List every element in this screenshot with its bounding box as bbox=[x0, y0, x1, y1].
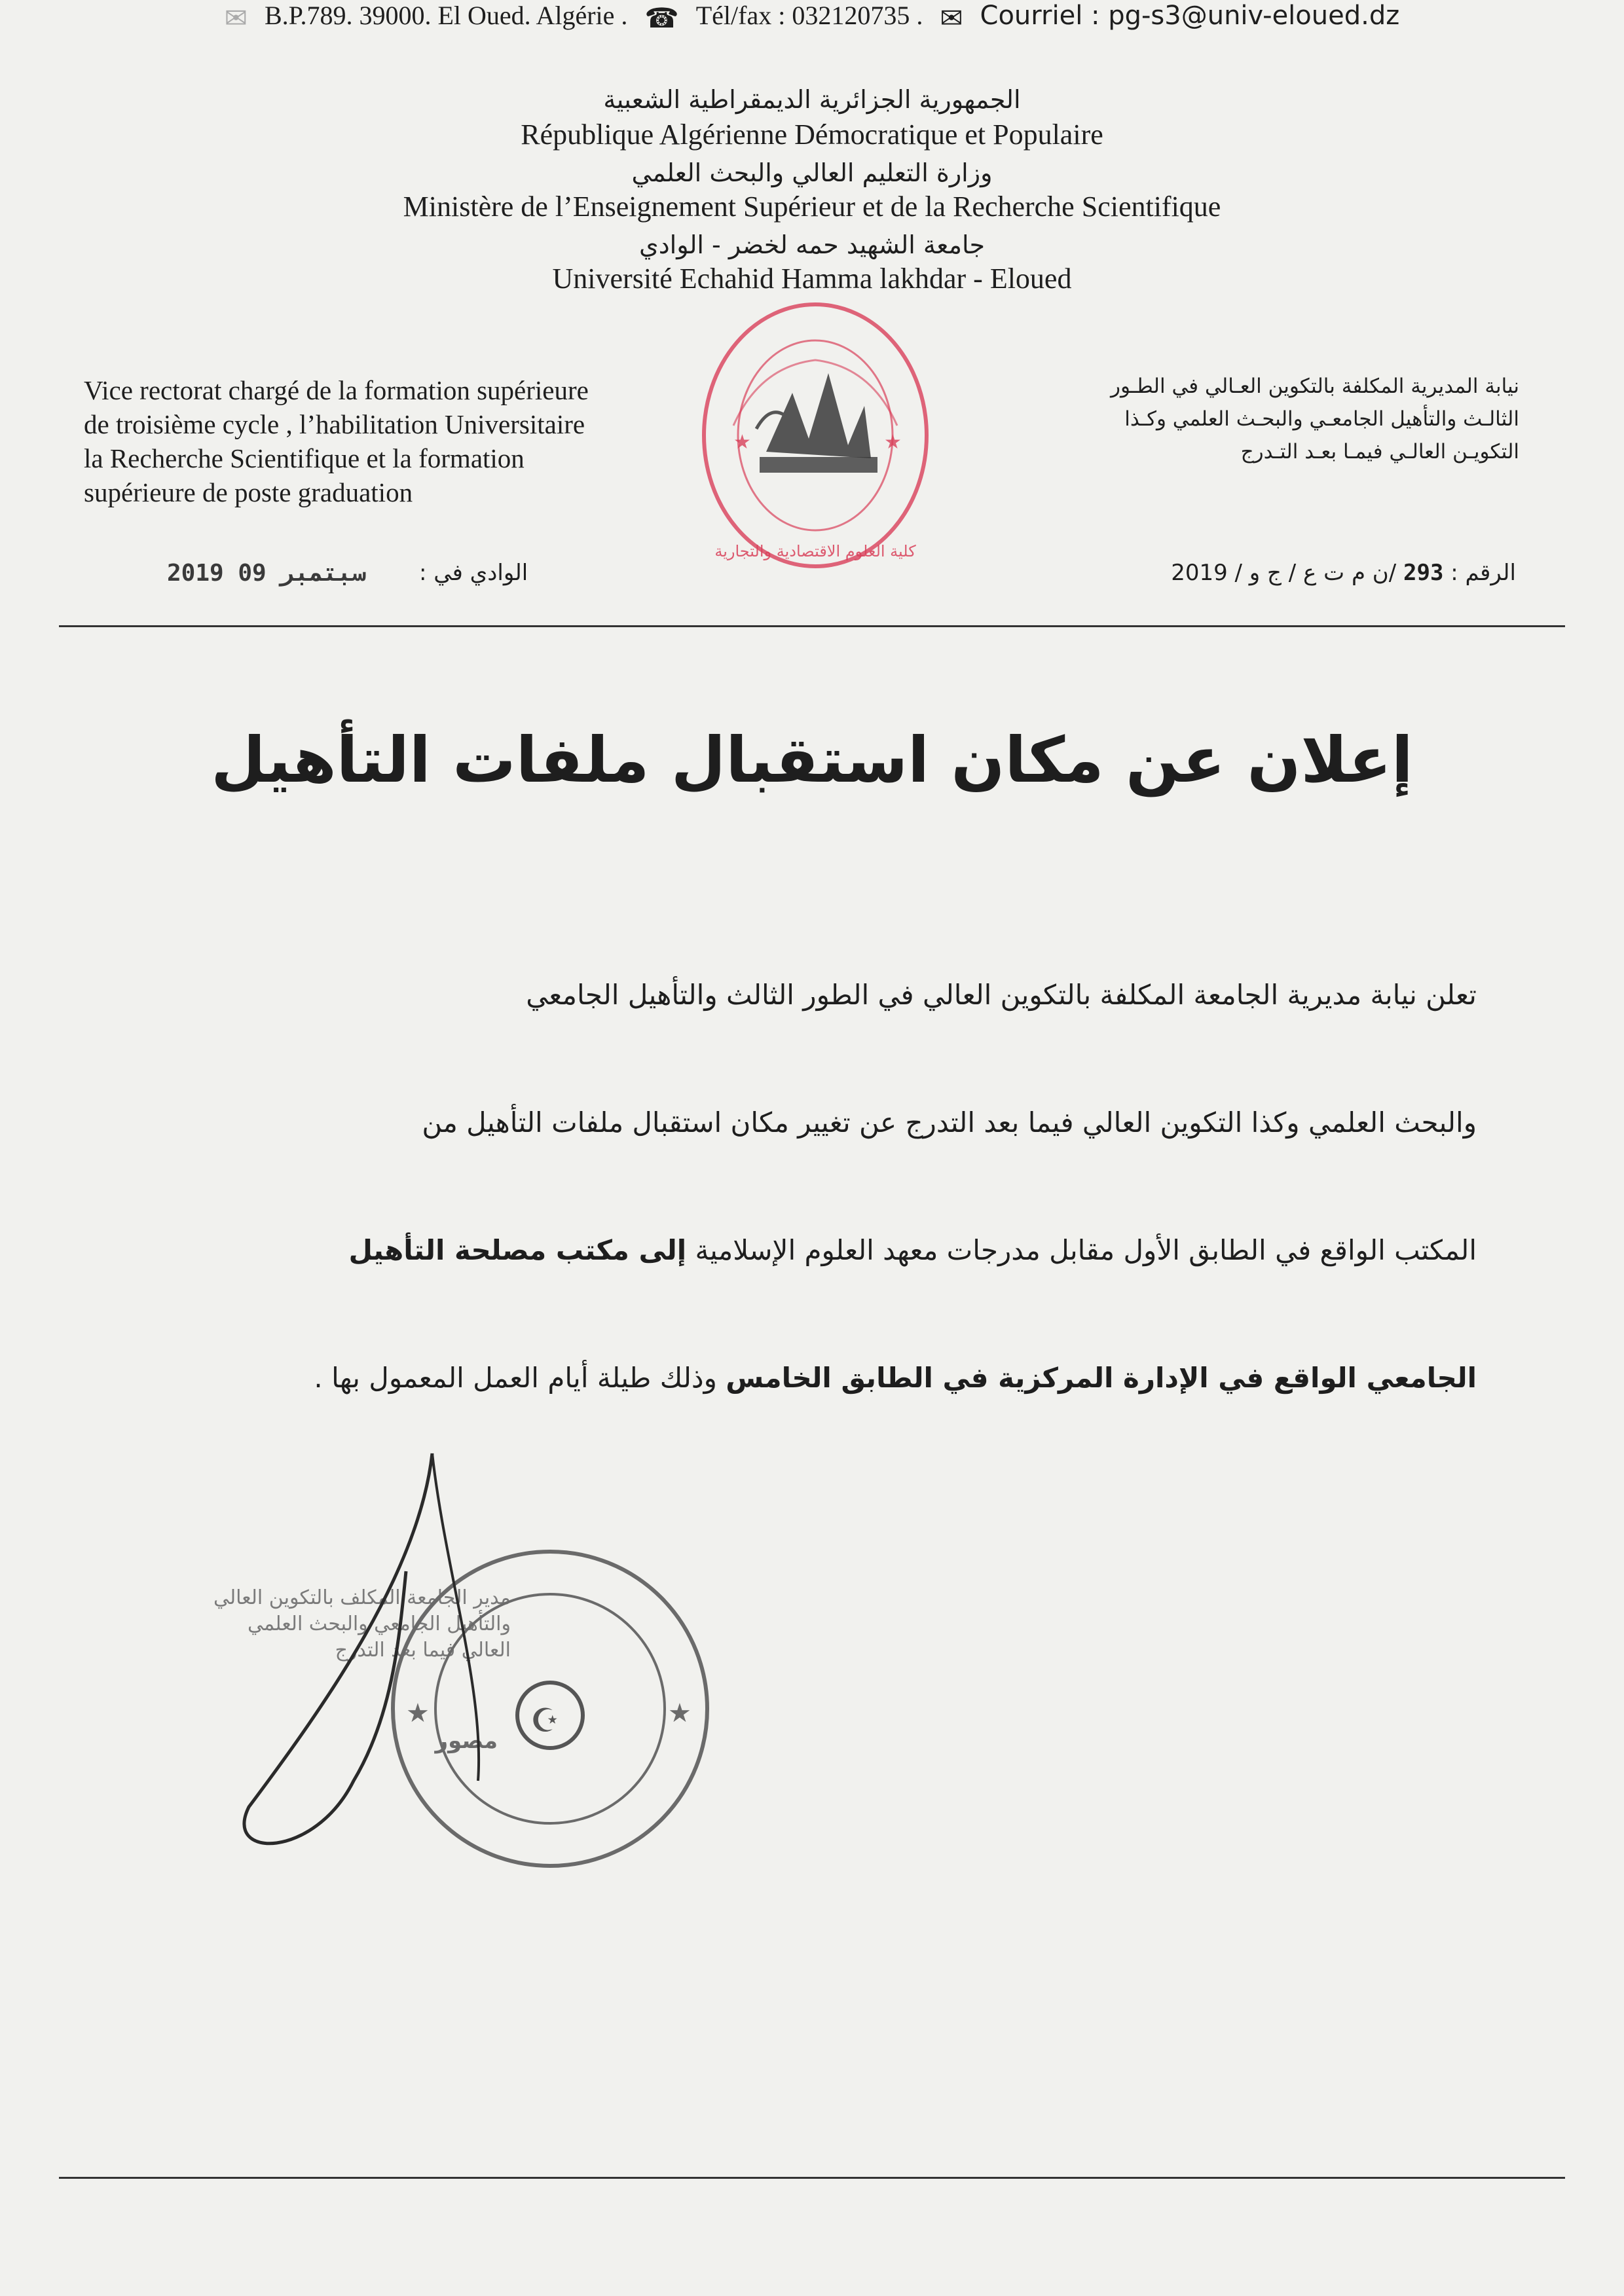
header-ar-ministry: وزارة التعليم العالي والبحث العلمي bbox=[631, 158, 993, 187]
university-seal-icon bbox=[694, 288, 936, 576]
office-stamp-line: العالي فيما بعد التدرج bbox=[335, 1639, 511, 1662]
signature-stamp-area bbox=[183, 1440, 773, 1899]
header-ar-republic: الجمهورية الجزائرية الديمقراطية الشعبية bbox=[603, 85, 1021, 114]
footer-email: Courriel : pg-s3@univ-eloued.dz bbox=[980, 1, 1400, 31]
email-icon: ✉ bbox=[940, 3, 963, 34]
body-line-1: تعلن نيابة مديرية الجامعة المكلفة بالتكوين العالي في الطور الثالث والتأهيل الجامعي bbox=[526, 979, 1477, 1011]
header-fr-republic: République Algérienne Démocratique et Populaire bbox=[521, 118, 1103, 151]
header-fr-university: Université Echahid Hamma lakhdar - Eloued bbox=[552, 263, 1072, 295]
body-line-4 bbox=[314, 1362, 1477, 1394]
header-fr-ministry: Ministère de l’Enseignement Supérieur et de la Recherche Scientifique bbox=[403, 191, 1221, 223]
body-line-3-bold: إلى مكتب مصلحة التأهيل bbox=[348, 1234, 687, 1266]
round-official-seal-icon bbox=[393, 1552, 707, 1866]
office-stamp-line: مدير الجامعة المكلف بالتكوين العالي bbox=[213, 1586, 511, 1609]
left-office-line: de troisième cycle , l’habilitation Universitaire bbox=[84, 409, 585, 439]
footer-address: B.P.789. 39000. El Oued. Algérie . bbox=[264, 1, 628, 30]
place-label: الوادي في : bbox=[419, 560, 528, 586]
date-stamp: 2019 سبتمبر 09 bbox=[167, 560, 366, 587]
right-office-line: الثالـث والتأهيل الجامعـي والبحـث العلمي وكـذا bbox=[1124, 407, 1519, 431]
reference-suffix: /ن م ت ع / ج و / 2019 bbox=[1171, 560, 1397, 586]
reference-line bbox=[1171, 560, 1516, 586]
svg-text:★: ★ bbox=[406, 1698, 430, 1728]
seal-name: كلية العلوم الاقتصادية والتجارية bbox=[714, 542, 916, 560]
right-office-line: نيابة المديرية المكلفة بالتكوين العـالي في الطـور bbox=[1111, 374, 1519, 398]
signer-name: مصور bbox=[435, 1728, 498, 1754]
envelope-icon: ✉ bbox=[224, 3, 248, 34]
body-line-3 bbox=[349, 1234, 1477, 1266]
reference-label: الرقم : bbox=[1450, 560, 1516, 586]
reference-number: 293 bbox=[1403, 560, 1444, 586]
body-line-3-text: المكتب الواقع في الطابق الأول مقابل مدرجات معهد العلوم الإسلامية bbox=[686, 1234, 1477, 1266]
left-office-line: la Recherche Scientifique et la formation bbox=[84, 443, 525, 473]
body-line-4-text: وذلك طيلة أيام العمل المعمول بها . bbox=[314, 1362, 726, 1394]
footer-contact bbox=[0, 0, 1624, 35]
telephone-icon: ☎ bbox=[644, 3, 679, 34]
footer-tel: Tél/fax : 032120735 . bbox=[695, 1, 923, 30]
svg-text:★: ★ bbox=[668, 1698, 692, 1728]
left-office-line: Vice rectorat chargé de la formation supérieure bbox=[84, 375, 589, 405]
body-line-2: والبحث العلمي وكذا التكوين العالي فيما بعد التدرج عن تغيير مكان استقبال ملفات التأهيل من bbox=[422, 1106, 1477, 1139]
header-divider bbox=[59, 625, 1565, 627]
announcement-title: إعلان عن مكان استقبال ملفات التأهيل bbox=[211, 723, 1413, 797]
header-ar-university: جامعة الشهيد حمه لخضر - الوادي bbox=[638, 230, 986, 259]
office-stamp-icon bbox=[213, 1586, 511, 1754]
svg-text:★: ★ bbox=[733, 431, 751, 454]
svg-text:★: ★ bbox=[884, 431, 902, 454]
left-office-line: supérieure de poste graduation bbox=[84, 477, 413, 507]
svg-text:☪: ☪ bbox=[530, 1702, 560, 1740]
right-office-block bbox=[864, 370, 1519, 468]
office-stamp-line: والتأهيل الجامعي والبحث العلمي bbox=[248, 1613, 511, 1635]
body-line-4-bold: الجامعي الواقع في الإدارة المركزية في الطابق الخامس bbox=[726, 1362, 1477, 1394]
right-office-line: التكويـن العالـي فيمـا بعـد التـدرج bbox=[1240, 440, 1519, 464]
footer-divider bbox=[59, 2177, 1565, 2179]
left-office-block bbox=[84, 373, 712, 509]
